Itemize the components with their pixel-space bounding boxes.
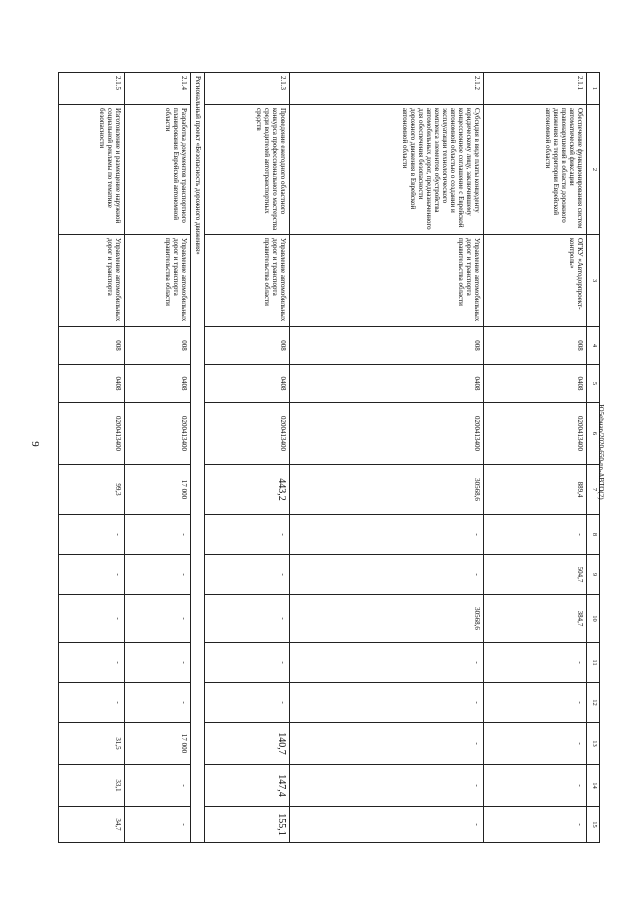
rotated-table — [58, 72, 600, 842]
table-cell: - — [289, 683, 483, 723]
table-cell: 0408 — [205, 365, 290, 403]
table-cell: - — [125, 643, 191, 683]
table-cell: 33,1 — [59, 765, 125, 807]
table-container — [58, 72, 600, 842]
column-header: 4 — [587, 327, 600, 365]
table-cell: 17 000 — [125, 465, 191, 515]
table-cell: - — [289, 765, 483, 807]
table-cell: 17 000 — [125, 723, 191, 765]
table-cell: 30568,6 — [289, 465, 483, 515]
table-cell: 2.1.1 — [484, 73, 587, 105]
table-cell: - — [59, 515, 125, 555]
table-cell: 0408 — [125, 365, 191, 403]
column-header: 8 — [587, 515, 600, 555]
page-number: 9 — [28, 441, 41, 447]
table-cell: - — [59, 683, 125, 723]
column-header: 2 — [587, 105, 600, 235]
table-cell: Обеспечение функционирования систем автоматической фиксации правонарушений в области дорожного движения на территории Еврейской автономной области — [484, 105, 587, 235]
table-cell: - — [59, 643, 125, 683]
table-cell: 008 — [484, 327, 587, 365]
table-cell: 008 — [289, 327, 483, 365]
column-header: 7 — [587, 465, 600, 515]
table-cell: 30568,6 — [289, 595, 483, 643]
table-cell: - — [125, 515, 191, 555]
table-cell: 008 — [59, 327, 125, 365]
table-cell: 008 — [125, 327, 191, 365]
table-cell: 155,1 — [205, 807, 290, 843]
table-cell: - — [289, 515, 483, 555]
table-cell: - — [205, 683, 290, 723]
table-cell: Разработка документов транспортного планирования Еврейской автономной области — [125, 105, 191, 235]
table-cell: Управление автомобильных дорог и транспорта — [59, 235, 125, 327]
table-cell: - — [125, 683, 191, 723]
column-header: 11 — [587, 643, 600, 683]
table-cell: - — [205, 515, 290, 555]
table-row — [289, 73, 483, 843]
table-cell: - — [289, 643, 483, 683]
table-cell: - — [484, 807, 587, 843]
table-cell: - — [125, 595, 191, 643]
table-cell: Управление автомобильных дорог и транспорта правительства области — [205, 235, 290, 327]
table-cell: 0408 — [59, 365, 125, 403]
table-cell: ОГКУ «Автодорпроект-контроль» — [484, 235, 587, 327]
column-header: 12 — [587, 683, 600, 723]
column-header: 15 — [587, 807, 600, 843]
table-cell: - — [205, 643, 290, 683]
table-cell: - — [205, 555, 290, 595]
table-cell: 31,5 — [59, 723, 125, 765]
table-cell: 0200413400 — [59, 403, 125, 465]
column-header: 9 — [587, 555, 600, 595]
table-row — [205, 73, 290, 843]
table-cell: 2.1.3 — [205, 73, 290, 105]
table-cell: 0200413400 — [205, 403, 290, 465]
column-header: 6 — [587, 403, 600, 465]
table-cell: - — [59, 595, 125, 643]
table-cell: - — [289, 555, 483, 595]
table-cell: 2.1.2 — [289, 73, 483, 105]
table-cell: - — [59, 555, 125, 595]
table-cell: 0200413400 — [484, 403, 587, 465]
table-cell: - — [125, 555, 191, 595]
column-header: 5 — [587, 365, 600, 403]
column-header: 14 — [587, 765, 600, 807]
table-cell: 2.1.4 — [125, 73, 191, 105]
table-cell: - — [289, 807, 483, 843]
table-cell: 0408 — [289, 365, 483, 403]
table-cell: - — [205, 595, 290, 643]
document-code: Ю5ebнan/2020-650-nn-ABTO(2) — [597, 404, 605, 500]
table-cell: 504,7 — [484, 555, 587, 595]
table-row — [484, 73, 587, 843]
table-row — [125, 73, 191, 843]
table-cell: Субсидия в виде платы концеденту юридическому лицу, заключившему концессионное соглашение с Еврейской автономной областью о создании и эксплуатации технологического комплекса элементов обустройства автомобильных дорог, предназначенного для обеспечения безопасности дорожного движения в Еврейской автономной области — [289, 105, 483, 235]
table-cell: Изготовление и размещение наружной социальной рекламы по тематике безопасности — [59, 105, 125, 235]
table-body — [59, 73, 587, 843]
table-cell: 34,7 — [59, 807, 125, 843]
column-header: 3 — [587, 235, 600, 327]
budget-table — [58, 72, 600, 843]
table-cell: - — [484, 643, 587, 683]
table-cell: 99,3 — [59, 465, 125, 515]
table-cell: 0200413400 — [289, 403, 483, 465]
table-row — [59, 73, 125, 843]
table-cell: - — [484, 683, 587, 723]
table-cell: - — [125, 765, 191, 807]
table-cell: Проведение ежегодного областного конкурса профессионального мастерства среди водителей автотранспортных средств — [205, 105, 290, 235]
table-cell: - — [289, 723, 483, 765]
table-cell: Управление автомобильных дорог и транспорта правительства области — [289, 235, 483, 327]
table-cell: 2.1.5 — [59, 73, 125, 105]
table-cell: Управление автомобильных дорог и транспорта правительства области — [125, 235, 191, 327]
table-cell: 140,7 — [205, 723, 290, 765]
table-cell: 0200413400 — [125, 403, 191, 465]
table-cell: - — [484, 765, 587, 807]
table-cell: 384,7 — [484, 595, 587, 643]
section-row — [191, 73, 205, 843]
table-cell: 008 — [205, 327, 290, 365]
table-cell: 889,4 — [484, 465, 587, 515]
column-header: 13 — [587, 723, 600, 765]
column-header: 10 — [587, 595, 600, 643]
table-cell: 443,2 — [205, 465, 290, 515]
table-cell: - — [484, 515, 587, 555]
table-cell: - — [125, 807, 191, 843]
section-title: Региональный проект «Безопасность дорожного движения» — [191, 73, 205, 843]
column-header: 1 — [587, 73, 600, 105]
table-cell: 0408 — [484, 365, 587, 403]
table-cell: 147,4 — [205, 765, 290, 807]
table-cell: - — [484, 723, 587, 765]
